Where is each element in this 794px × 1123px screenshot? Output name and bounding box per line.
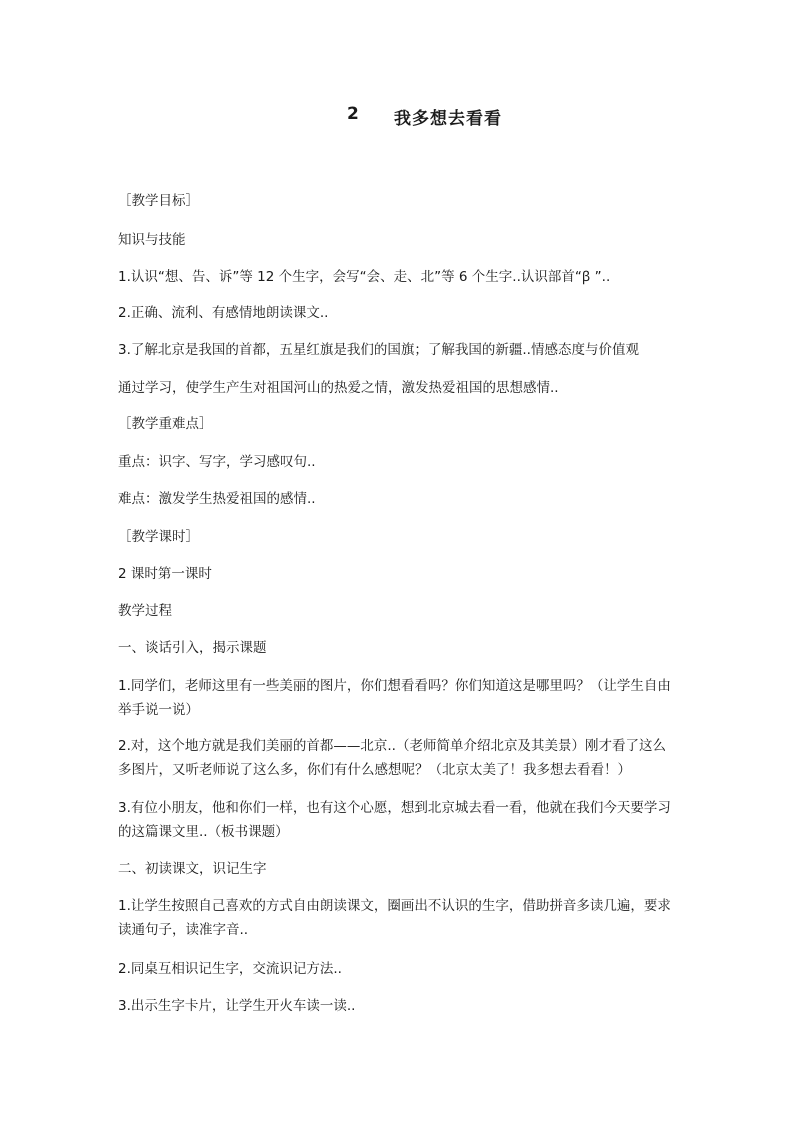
lesson-number: 2 <box>347 104 360 124</box>
hours-text: 2 课时第一课时 <box>118 566 212 582</box>
section-1-paragraph-2: 2.对，这个地方就是我们美丽的首都——北京..（老师简单介绍北京及其美景）刚才看了这么多图片，又听老师说了这么多，你们有什么感想呢？（北京太美了！我多想去看看！） <box>118 738 666 778</box>
goals-heading: ［教学目标］ <box>118 193 199 209</box>
skills-heading: 知识与技能 <box>118 232 186 248</box>
section-heading-1: 一、谈话引入，揭示课题 <box>118 640 267 656</box>
key-point: 重点：识字、写字，学习感叹句.. <box>118 454 316 470</box>
section-2-paragraph-1: 1.让学生按照自己喜欢的方式自由朗读课文，圈画出不认识的生字，借助拼音多读几遍，要求读通句子，读准字音.. <box>118 898 671 938</box>
goal-item-4: 通过学习，使学生产生对祖国河山的热爱之情，激发热爱祖国的思想感情.. <box>118 380 559 396</box>
section-1-paragraph-3: 3.有位小朋友，他和你们一样，也有这个心愿，想到北京城去看一看，他就在我们今天要学习的这篇课文里..（板书课题） <box>118 800 671 840</box>
goal-item-1: 1.认识“想、告、诉”等 12 个生字，会写“会、走、北”等 6 个生字..认识部首“ꞵ ”.. <box>118 269 611 285</box>
lesson-title-text: 我多想去看看 <box>394 109 502 129</box>
section-2-paragraph-2: 2.同桌互相识记生字，交流识记方法.. <box>118 961 342 977</box>
keypoints-heading: ［教学重难点］ <box>118 416 213 432</box>
difficult-point: 难点：激发学生热爱祖国的感情.. <box>118 491 316 507</box>
hours-heading: ［教学课时］ <box>118 529 199 545</box>
goal-item-2: 2.正确、流利、有感情地朗读课文.. <box>118 305 329 321</box>
process-heading: 教学过程 <box>118 603 172 619</box>
section-heading-2: 二、初读课文，识记生字 <box>118 861 267 877</box>
goal-item-3: 3.了解北京是我国的首都，五星红旗是我们的国旗；了解我国的新疆..情感态度与价值观 <box>118 342 639 358</box>
section-1-paragraph-1: 1.同学们，老师这里有一些美丽的图片，你们想看看吗？你们知道这是哪里吗？（让学生自由举手说一说） <box>118 678 671 718</box>
section-2-paragraph-3: 3.出示生字卡片，让学生开火车读一读.. <box>118 998 356 1014</box>
